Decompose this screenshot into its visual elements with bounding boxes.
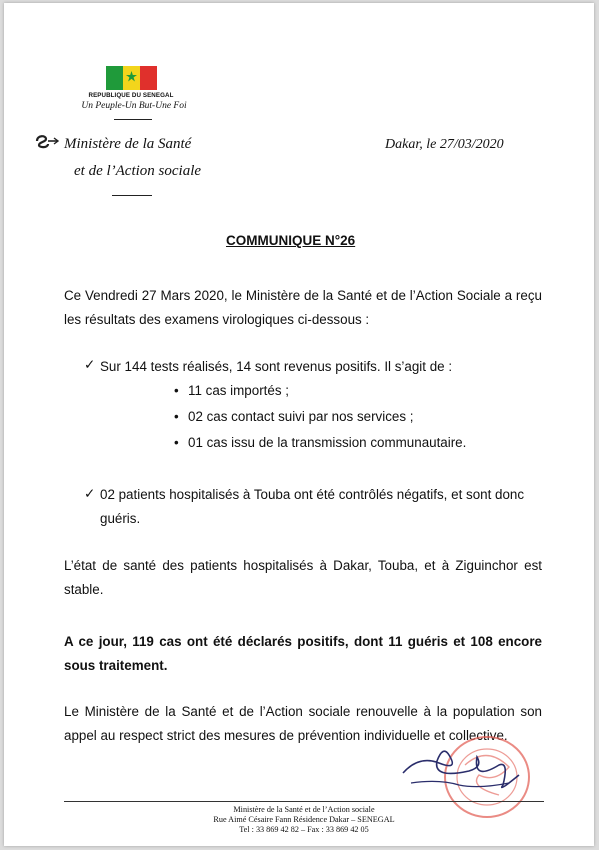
senegal-flag [106, 66, 157, 90]
list-item: 02 cas contact suivi par nos services ; [188, 409, 414, 424]
national-motto: Un Peuple-Un But-Une Foi [81, 101, 187, 111]
bullet-icon: • [174, 435, 179, 450]
republic-name: REPUBLIQUE DU SENEGAL [88, 92, 174, 99]
communique-title: COMMUNIQUE N°26 [226, 233, 356, 248]
intro-paragraph: Ce Vendredi 27 Mars 2020, le Ministère de la Santé et de l’Action Sociale a reçu les résultats des examens virologiques ci-dessous : [64, 288, 542, 327]
bullet-icon: • [174, 383, 179, 398]
document-page [4, 3, 594, 846]
recovered-patients-text: 02 patients hospitalisés à Touba ont été contrôlés négatifs, et sont donc guéris. [100, 487, 525, 526]
list-item: 11 cas importés ; [188, 383, 289, 398]
closing-paragraph: Le Ministère de la Santé et de l’Action sociale renouvelle à la population son appel au respect strict des mesures de prévention individuelle et collective. [64, 704, 542, 743]
check-icon: ✓ [84, 486, 96, 501]
footer-contact: Tel : 33 869 42 82 – Fax : 33 869 42 05 [239, 825, 369, 834]
tests-result-text: Sur 144 tests réalisés, 14 sont revenus positifs. Il s’agit de : [100, 359, 453, 374]
ministry-name-line2: et de l’Action sociale [74, 163, 202, 179]
bullet-icon: • [174, 409, 179, 424]
check-icon: ✓ [84, 357, 96, 372]
header-divider [114, 119, 152, 120]
summary-paragraph: A ce jour, 119 cas ont été déclarés positifs, dont 11 guéris et 108 encore sous traitement. [64, 634, 542, 673]
footer-ministry: Ministère de la Santé et de l’Action sociale [233, 805, 375, 814]
health-status-paragraph: L’état de santé des patients hospitalisés à Dakar, Touba, et à Ziguinchor est stable. [64, 558, 542, 597]
footer-address: Rue Aimé Césaire Fann Résidence Dakar – SENEGAL [213, 815, 395, 824]
star-icon [126, 71, 137, 82]
document-date: Dakar, le 27/03/2020 [385, 137, 504, 152]
ministry-divider [112, 195, 152, 196]
list-item: 01 cas issu de la transmission communautaire. [188, 435, 467, 450]
ministry-logo-icon [34, 133, 60, 149]
footer-divider [64, 801, 544, 802]
ministry-name-line1: Ministère de la Santé [64, 136, 192, 152]
